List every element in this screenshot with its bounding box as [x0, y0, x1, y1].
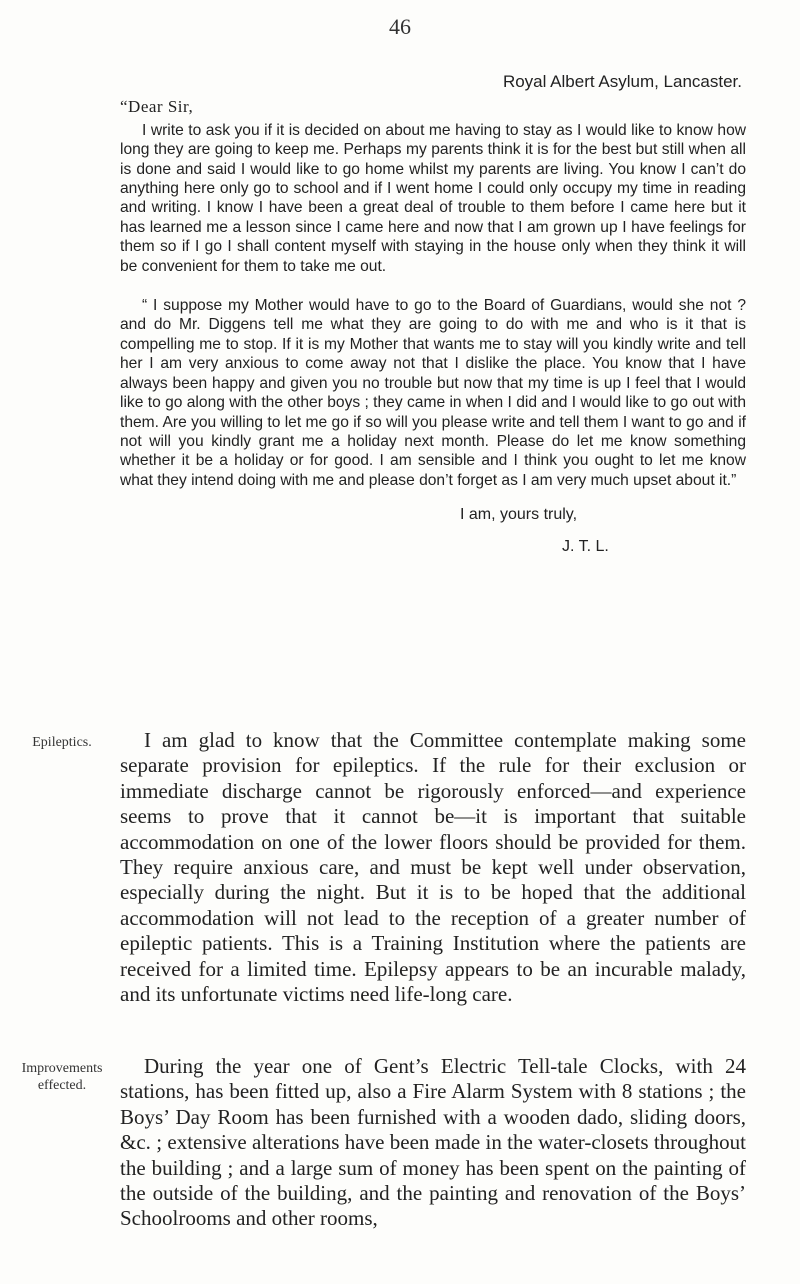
letter-address: Royal Albert Asylum, Lancaster. [502, 72, 742, 91]
margin-note-improvements: Improvements effected. [21, 1061, 103, 1093]
letter-signature: J. T. L. [562, 538, 609, 556]
letter-paragraph: “ I suppose my Mother would have to go to the Board of Guardians, would she not ? and do Mr. Diggens tell me what they are going to do with me and who is it that is compelling me to stop. If it is my Mother that wants me to stay will you kindly write and tell her I am very anxious to come away not that I dislike the place. You know that I have always been happy and given you no trouble but now that my time is up I feel that I would like to go along with the other boys ; they came in when I did and I would like to go out with them. Are you willing to let me go if so will you please write and tell them I want to go and if not will you kindly grant me a holiday next month. Please do let me know something whether it be a holiday or for good. I am sensible and I think you ought to let me know what they intend doing with me and please don’t forget as I am very much upset about it.” [120, 297, 746, 489]
body-paragraph-epileptics: I am glad to know that the Committee contemplate making some separate provision for epileptics. If the rule for their exclusion or immediate discharge cannot be rigorously enforced—and experience seems to prove that it cannot be—it is important that suitable accommodation on one of the lower floors should be provided for them. They require anxious care, and must be kept well under observation, especially during the night. But it is to be hoped that the additional accommodation will not lead to the reception of a greater number of epileptic patients. This is a Training Institution where the patients are received for a limited time. Epilepsy appears to be an incurable malady, and its unfortunate victims need life-long care. [120, 728, 746, 1007]
body-paragraph-improvements: During the year one of Gent’s Electric Tell-tale Clocks, with 24 stations, has been fitted up, also a Fire Alarm System with 8 stations ; the Boys’ Day Room has been furnished with a wooden dado, sliding doors, &c. ; extensive alterations have been made in the water-closets throughout the building ; and a large sum of money has been spent on the painting of the outside of the building, and the painting and renovation of the Boys’ Schoolrooms and other rooms, [120, 1054, 746, 1231]
page-number: 46 [389, 14, 411, 39]
margin-note-epileptics: Epileptics. [32, 735, 92, 750]
quoted-letter [120, 50, 746, 566]
letter-paragraph: I write to ask you if it is decided on about me having to stay as I would like to know how long they are going to keep me. Perhaps my parents think it is for the best but still when all is done and said I would like to go home whilst my parents are living. You know I can’t do anything here only go to school and if I went home I could only occupy my time in reading and writing. I know I have been a great deal of trouble to them before I came here but it has learned me a lesson since I came here and now that I am grown up I have feelings for them so if I go I shall content myself with staying in the house only when they think it will be convenient for them to take me out. [120, 121, 746, 275]
letter-closing: I am, yours truly, [460, 506, 578, 524]
letter-salutation: “Dear Sir, [120, 97, 194, 117]
